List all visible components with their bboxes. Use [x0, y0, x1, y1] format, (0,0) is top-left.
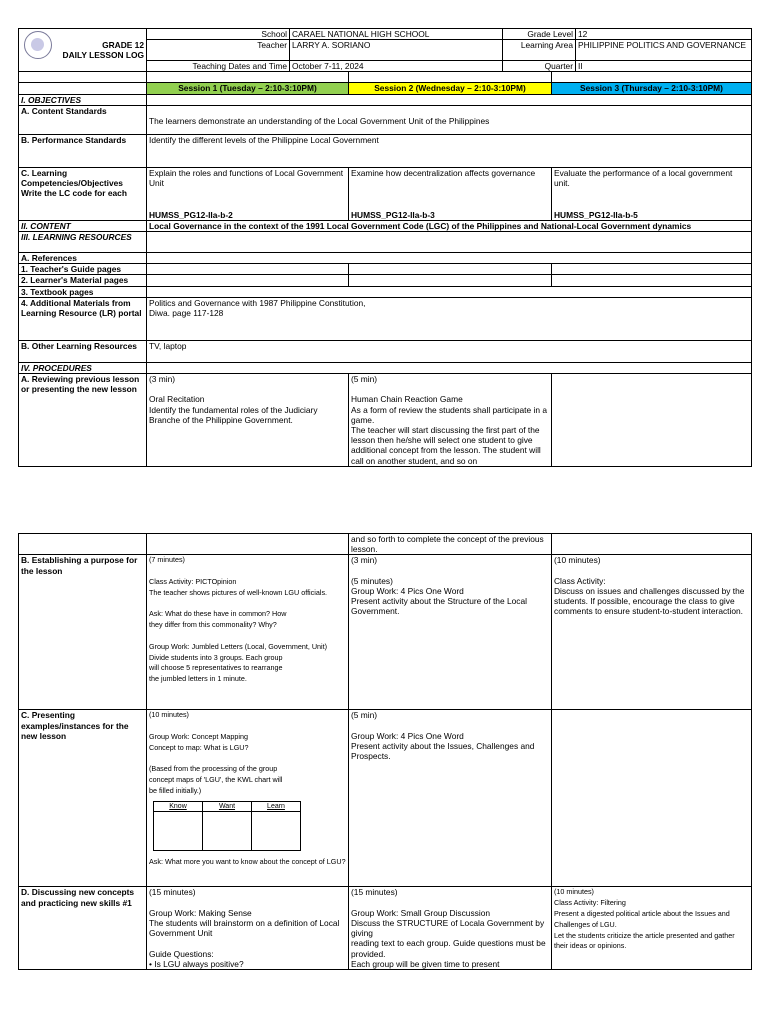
competency-cell	[147, 167, 349, 220]
competency-cell	[552, 167, 752, 220]
quarter-label: Quarter	[503, 61, 576, 72]
procedure-c-session-1-question: Ask: What more you want to know about the concept of LGU?	[149, 856, 346, 866]
competency-text: Explain the roles and functions of Local Government Unit	[149, 167, 344, 189]
textbook-pages-label: 3. Textbook pages	[19, 286, 147, 297]
references-label: A. References	[19, 253, 147, 264]
quarter-value: II	[576, 61, 752, 72]
procedure-d-session-2: (15 minutes) Group Work: Small Group Discussion Discuss the STRUCTURE of Locala Government by giving reading text to each group. Guide questions must be provided. Each group will be given time to present	[349, 887, 552, 970]
lesson-log-body-1	[18, 71, 752, 467]
other-resources-label: B. Other Learning Resources	[19, 340, 147, 362]
procedure-d-session-3: (10 minutes) Class Activity: Filtering Present a digested political article about the Issues and Challenges of LGU. Let the students criticize the article presented and gather their ideas or opinions.	[552, 887, 752, 970]
deped-seal-logo	[24, 31, 52, 59]
competency-code: HUMSS_PG12-IIa-b-5	[554, 209, 638, 220]
objectives-heading: I. OBJECTIVES	[19, 94, 147, 105]
procedure-a-label: A. Reviewing previous lesson or presenting the new lesson	[19, 374, 147, 467]
additional-materials-label: 4. Additional Materials from Learning Resource (LR) portal	[19, 297, 147, 340]
lesson-log-page-2	[18, 533, 751, 970]
kwl-want-header: Want	[218, 802, 236, 810]
competencies-label: C. Learning Competencies/Objectives Write the LC code for each	[19, 167, 147, 220]
procedure-a-session-2: (5 min) Human Chain Reaction Game As a form of review the students shall participate in a game. The teacher will start discussing the first part of the lesson then he/she will select one student to give additional concept from the lesson. The student will call on another student, and so on	[349, 374, 552, 467]
procedure-b-session-1: (7 minutes) Class Activity: PICTOpinion The teacher shows pictures of well-known LGU officials. Ask: What do these have in common? How they differ from this commonality? Why? Group Work: Jumbled Letters (Local, Government, Unit) Divide students into 3 groups. Each group will choose 5 representatives to rearrange the jumbled letters in 1 minute.	[147, 555, 349, 710]
learning-area-value: PHILIPPINE POLITICS AND GOVERNANCE	[576, 40, 752, 61]
procedure-b-label: B. Establishing a purpose for the lesson	[19, 555, 147, 710]
procedure-c-session-1-intro: (10 minutes) Group Work: Concept Mapping Concept to map: What is LGU? (Based from the processing of the group concept maps of 'LGU', the KWL chart will be filled initially.)	[149, 710, 283, 795]
procedure-c-label: C. Presenting examples/instances for the new lesson	[19, 710, 147, 887]
competency-code: HUMSS_PG12-IIa-b-3	[351, 209, 435, 220]
procedure-a-session-1: (3 min) Oral Recitation Identify the fundamental roles of the Judiciary Branche of the Philippine Government.	[147, 374, 349, 467]
session-2-header: Session 2 (Wednesday – 2:10-3:10PM)	[349, 83, 552, 94]
lesson-log-page-1	[18, 28, 751, 467]
content-value: Local Governance in the context of the 1991 Local Government Code (LGC) of the Philippines and National-Local Government dynamics	[147, 220, 752, 231]
additional-materials-value: Politics and Governance with 1987 Philippine Constitution, Diwa. page 117-128	[147, 297, 752, 340]
competency-code: HUMSS_PG12-IIa-b-2	[149, 209, 233, 220]
school-label: School	[147, 29, 290, 40]
procedure-d-session-1: (15 minutes) Group Work: Making Sense The students will brainstorm on a definition of Local Government Unit Guide Questions: • Is LGU always positive?	[147, 887, 349, 970]
kwl-learn-header: Learn	[267, 802, 285, 810]
content-standards-label: A. Content Standards	[19, 105, 147, 134]
log-title: DAILY LESSON LOG	[62, 50, 144, 61]
dates-label: Teaching Dates and Time	[147, 61, 290, 72]
procedure-a-session-2-continued: and so forth to complete the concept of the previous lesson.	[349, 534, 552, 555]
lesson-log-body-2	[18, 533, 752, 970]
lesson-log-table-1	[18, 28, 752, 72]
school-value: CARAEL NATIONAL HIGH SCHOOL	[290, 29, 503, 40]
learning-area-label: Learning Area	[503, 40, 576, 61]
kwl-chart	[153, 801, 301, 851]
competency-cell	[349, 167, 552, 220]
competency-text: Examine how decentralization affects governance	[351, 167, 536, 178]
performance-standards-value: Identify the different levels of the Philippine Local Government	[147, 134, 752, 167]
tg-pages-label: 1. Teacher's Guide pages	[19, 264, 147, 275]
grade-label: GRADE 12	[102, 40, 144, 50]
kwl-know-header: Know	[169, 802, 187, 810]
resources-heading: III. LEARNING RESOURCES	[19, 232, 147, 253]
other-resources-value: TV, laptop	[147, 340, 752, 362]
grade-level-value: 12	[576, 29, 752, 40]
procedure-b-session-2: (3 min) (5 minutes) Group Work: 4 Pics One Word Present activity about the Structure of the Local Government.	[349, 555, 552, 710]
teacher-value: LARRY A. SORIANO	[290, 40, 503, 61]
lm-pages-label: 2. Learner's Material pages	[19, 275, 147, 286]
procedure-c-session-2: (5 min) Group Work: 4 Pics One Word Present activity about the Issues, Challenges and Prospects.	[349, 710, 552, 887]
teacher-label: Teacher	[147, 40, 290, 61]
session-1-header: Session 1 (Tuesday – 2:10-3:10PM)	[147, 83, 349, 94]
grade-level-label: Grade Level	[503, 29, 576, 40]
performance-standards-label: B. Performance Standards	[19, 134, 147, 167]
header-logo-cell	[19, 29, 147, 72]
procedure-d-label: D. Discussing new concepts and practicing new skills #1	[19, 887, 147, 970]
procedures-heading: IV. PROCEDURES	[19, 362, 147, 373]
content-standards-value: The learners demonstrate an understanding of the Local Government Unit of the Philippines	[147, 105, 752, 134]
procedure-c-session-1	[147, 710, 349, 887]
session-3-header: Session 3 (Thursday – 2:10-3:10PM)	[552, 83, 752, 94]
content-heading: II. CONTENT	[19, 220, 147, 231]
competency-text: Evaluate the performance of a local government unit.	[554, 167, 733, 189]
procedure-b-session-3: (10 minutes) Class Activity: Discuss on issues and challenges discussed by the students. If possible, encourage the class to give comments to ensure student-to-student interaction.	[552, 555, 752, 710]
dates-value: October 7-11, 2024	[290, 61, 503, 72]
